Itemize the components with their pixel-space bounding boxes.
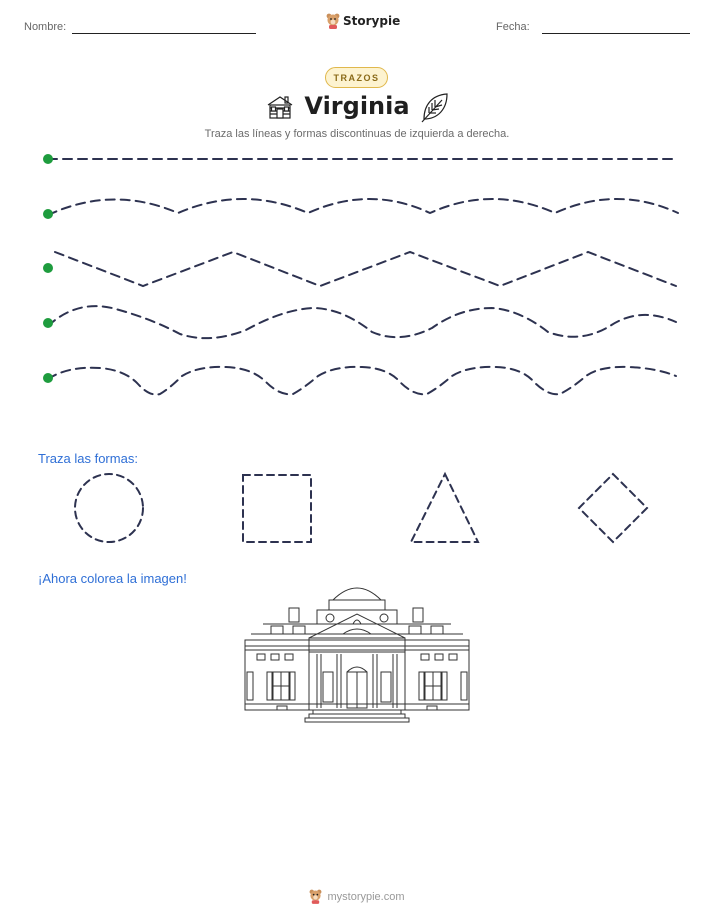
footer-url[interactable]: mystorypie.com [327,890,405,903]
start-dot [43,263,53,273]
tracing-shapes [0,460,714,560]
worksheet-title: Virginia [304,92,410,120]
bear-icon [309,889,322,904]
trace-diamond[interactable] [579,474,647,542]
date-label: Fecha: [496,21,530,33]
category-badge: TRAZOS [325,67,388,88]
monticello-coloring-image[interactable] [243,578,471,724]
instructions: Traza las líneas y formas discontinuas de izquierda a derecha. [204,128,510,140]
brand-name: Storypie [343,14,401,28]
trace-circle[interactable] [75,474,143,542]
footer [0,889,714,907]
name-label: Nombre: [24,21,67,33]
trace-triangle[interactable] [411,474,478,542]
trace-line-scalloped-wave[interactable] [48,367,676,395]
start-dot [43,154,53,164]
start-dot [43,373,53,383]
trace-square[interactable] [243,475,311,542]
start-dot [43,318,53,328]
coloring-section-title: ¡Ahora colorea la imagen! [38,571,187,586]
trace-line-wave[interactable] [48,306,676,338]
tracing-lines [0,0,714,420]
shapes-section-title: Traza las formas: [38,451,138,466]
trace-line-zigzag[interactable] [55,252,676,286]
start-dot [43,209,53,219]
trace-line-gentle-wave[interactable] [48,199,678,215]
